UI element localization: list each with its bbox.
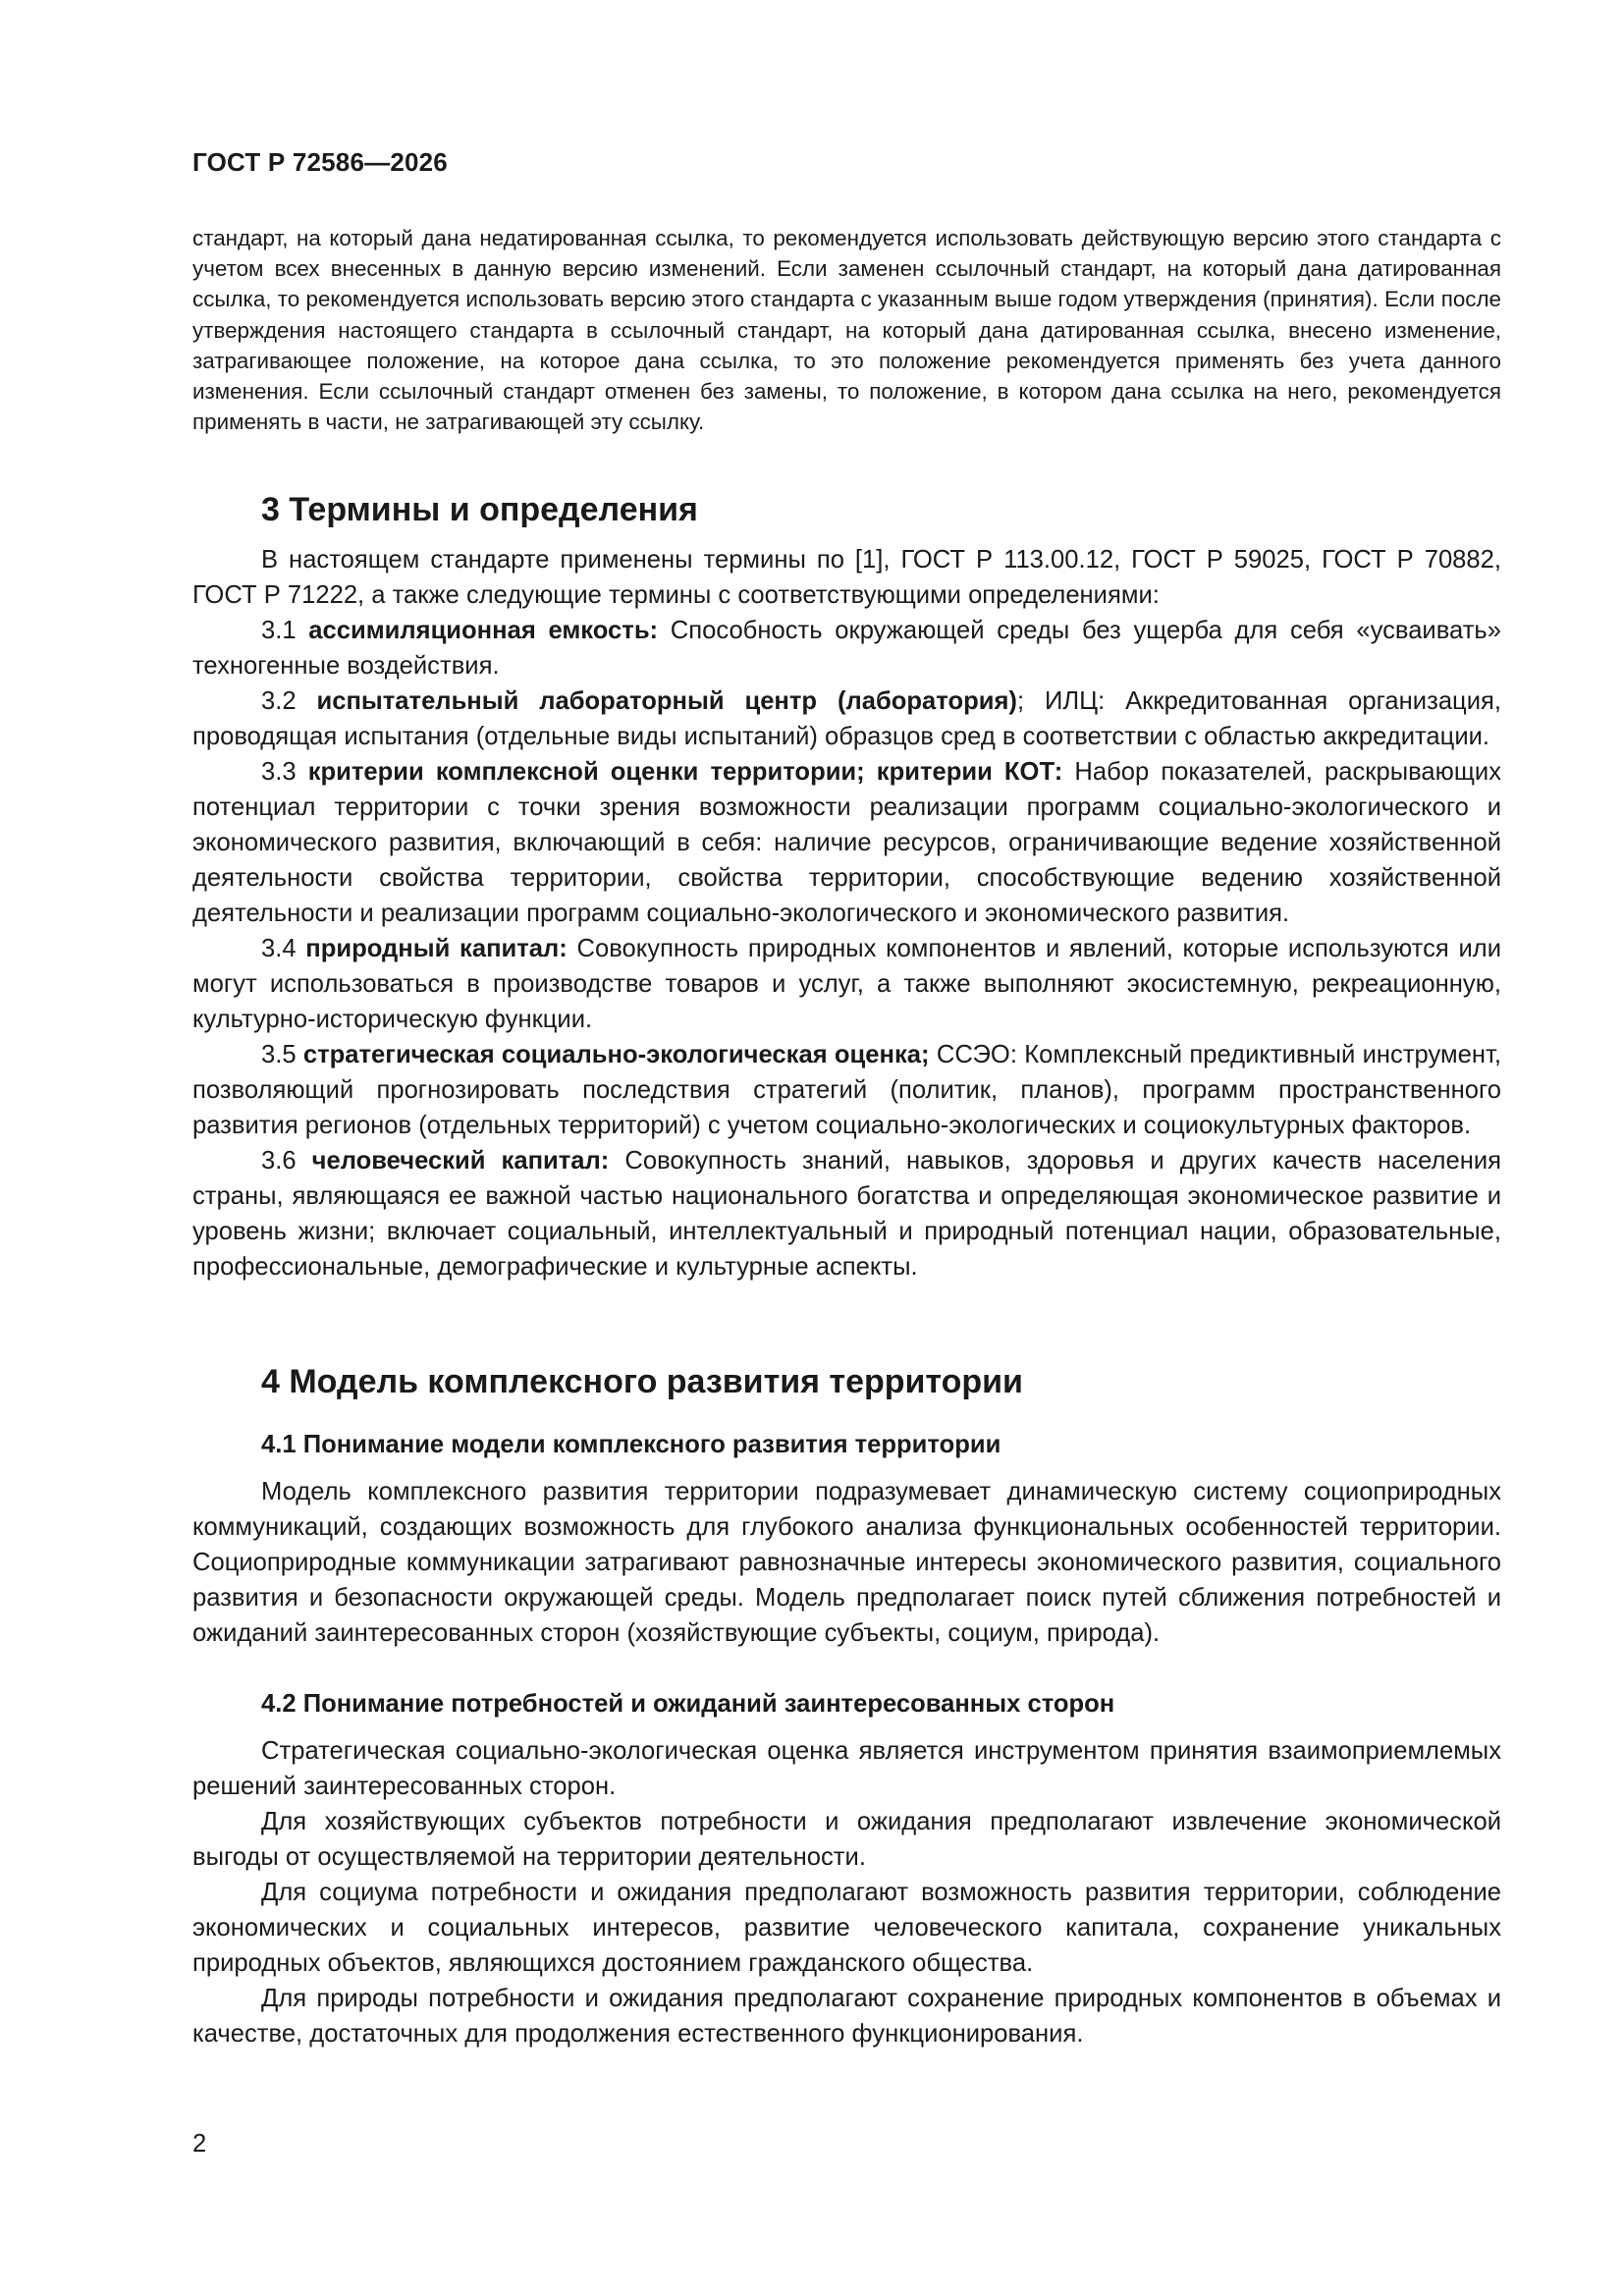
paragraph: Для природы потребности и ожидания предполагают сохранение природных компонентов в объемах и качестве, достаточных для продолжения естественного функционирования.	[192, 1985, 1501, 2048]
subsection-4-1-body	[192, 1474, 1501, 1651]
subsection-4-1-heading: 4.1 Понимание модели комплексного развития территории	[261, 1431, 1001, 1458]
intro-paragraph: стандарт, на который дана недатированная ссылка, то рекомендуется использовать действующую версию этого стандарта с учетом всех внесенных в данную версию изменений. Если заменен ссылочный стандарт, на который дана датированная ссылка, то рекомендуется использовать версию этого стандарта с указанным выше годом утверждения (принятия). Если после утверждения настоящего стандарта в ссылочный стандарт, на который дана датированная ссылка, внесено изменение, затрагивающее положение, на которое дана ссылка, то это положение рекомендуется применять без учета данного изменения. Если ссылочный стандарт отменен без замены, то положение, в котором дана ссылка на него, рекомендуется применять в части, не затрагивающей эту ссылку.	[192, 226, 1501, 435]
subsection-4-2-body	[192, 1733, 1501, 2051]
paragraph: Модель комплексного развития территории подразумевает динамическую систему социоприродных коммуникаций, создающих возможность для глубокого анализа функциональных особенностей территории. Социоприродные коммуникации затрагивают равнозначные интересы экономического развития, социального развития и безопасности окружающей среды. Модель предполагает поиск путей сближения потребностей и ожиданий заинтересованных сторон (хозяйствующие субъекты, социум, природа).	[192, 1478, 1501, 1647]
intro-text	[192, 223, 1501, 437]
term-3-6	[192, 1143, 1501, 1285]
term-abbr: ССЭО:	[929, 1041, 1017, 1068]
term-definition: Аккредитованная организация, проводящая испытания (отдельные виды испытаний) образцов сред в соответствии с областью аккредитации.	[192, 687, 1501, 750]
section-4-heading: 4 Модель комплексного развития территории	[261, 1363, 1023, 1400]
section-3-intro: В настоящем стандарте применены термины по [1], ГОСТ Р 113.00.12, ГОСТ Р 59025, ГОСТ Р 70882, ГОСТ Р 71222, а также следующие термины с соответствующими определениями:	[192, 546, 1501, 609]
term-3-5	[192, 1037, 1501, 1143]
section-3-body	[192, 542, 1501, 1285]
term-definition: Совокупность природных компонентов и явлений, которые используются или могут использоваться в производстве товаров и услуг, а также выполняют экосистемную, рекреационную, культурно-историческую функции.	[192, 935, 1501, 1033]
document-code-header: ГОСТ Р 72586—2026	[192, 147, 448, 177]
term-name: ассимиляционная емкость:	[308, 617, 659, 644]
term-name: стратегическая социально-экологическая оценка;	[302, 1041, 930, 1068]
term-3-2	[192, 683, 1501, 754]
term-3-1	[192, 613, 1501, 683]
subsection-4-2-heading: 4.2 Понимание потребностей и ожиданий заинтересованных сторон	[261, 1690, 1115, 1718]
term-number: 3.2	[261, 687, 317, 715]
page-number: 2	[192, 2130, 207, 2158]
term-definition: Совокупность знаний, навыков, здоровья и других качеств населения страны, являющаяся ее важной частью национального богатства и определяющая экономическое развитие и уровень жизни; включает социальный, интеллектуальный и природный потенциал нации, образовательные, профессиональные, демографические и культурные аспекты.	[192, 1147, 1501, 1281]
term-name: испытательный лабораторный центр (лаборатория)	[316, 687, 1017, 715]
term-name: критерии комплексной оценки территории; критерии КОТ:	[307, 758, 1063, 786]
term-abbr: ; ИЛЦ:	[1016, 687, 1106, 715]
term-definition: Набор показателей, раскрывающих потенциал территории с точки зрения возможности реализации программ социально-экологического и экономического развития, включающий в себя: наличие ресурсов, ограничивающие ведение хозяйственной деятельности свойства территории, свойства территории, способствующие ведению хозяйственной деятельности и реализации программ социально-экологического и экономического развития.	[192, 758, 1501, 927]
term-number: 3.4	[261, 935, 306, 962]
term-number: 3.1	[261, 617, 309, 644]
term-name: природный капитал:	[305, 935, 568, 962]
paragraph: Для хозяйствующих субъектов потребности и ожидания предполагают извлечение экономической выгоды от осуществляемой на территории деятельности.	[192, 1808, 1501, 1871]
term-3-3	[192, 754, 1501, 931]
section-3-heading: 3 Термины и определения	[261, 491, 698, 528]
term-definition: Комплексный предиктивный инструмент, позволяющий прогнозировать последствия стратегий (политик, планов), программ пространственного развития регионов (отдельных территорий) с учетом социально-экологических и социокультурных факторов.	[192, 1041, 1501, 1139]
term-number: 3.5	[261, 1041, 303, 1068]
term-3-4	[192, 931, 1501, 1037]
term-number: 3.6	[261, 1147, 312, 1175]
paragraph: Стратегическая социально-экологическая оценка является инструментом принятия взаимоприемлемых решений заинтересованных сторон.	[192, 1737, 1501, 1800]
term-definition: Способность окружающей среды без ущерба для себя «усваивать» техногенные воздействия.	[192, 617, 1501, 680]
paragraph: Для социума потребности и ожидания предполагают возможность развития территории, соблюдение экономических и социальных интересов, развитие человеческого капитала, сохранение уникальных природных объектов, являющихся достоянием гражданского общества.	[192, 1879, 1501, 1977]
term-name: человеческий капитал:	[311, 1147, 610, 1175]
term-number: 3.3	[261, 758, 308, 786]
